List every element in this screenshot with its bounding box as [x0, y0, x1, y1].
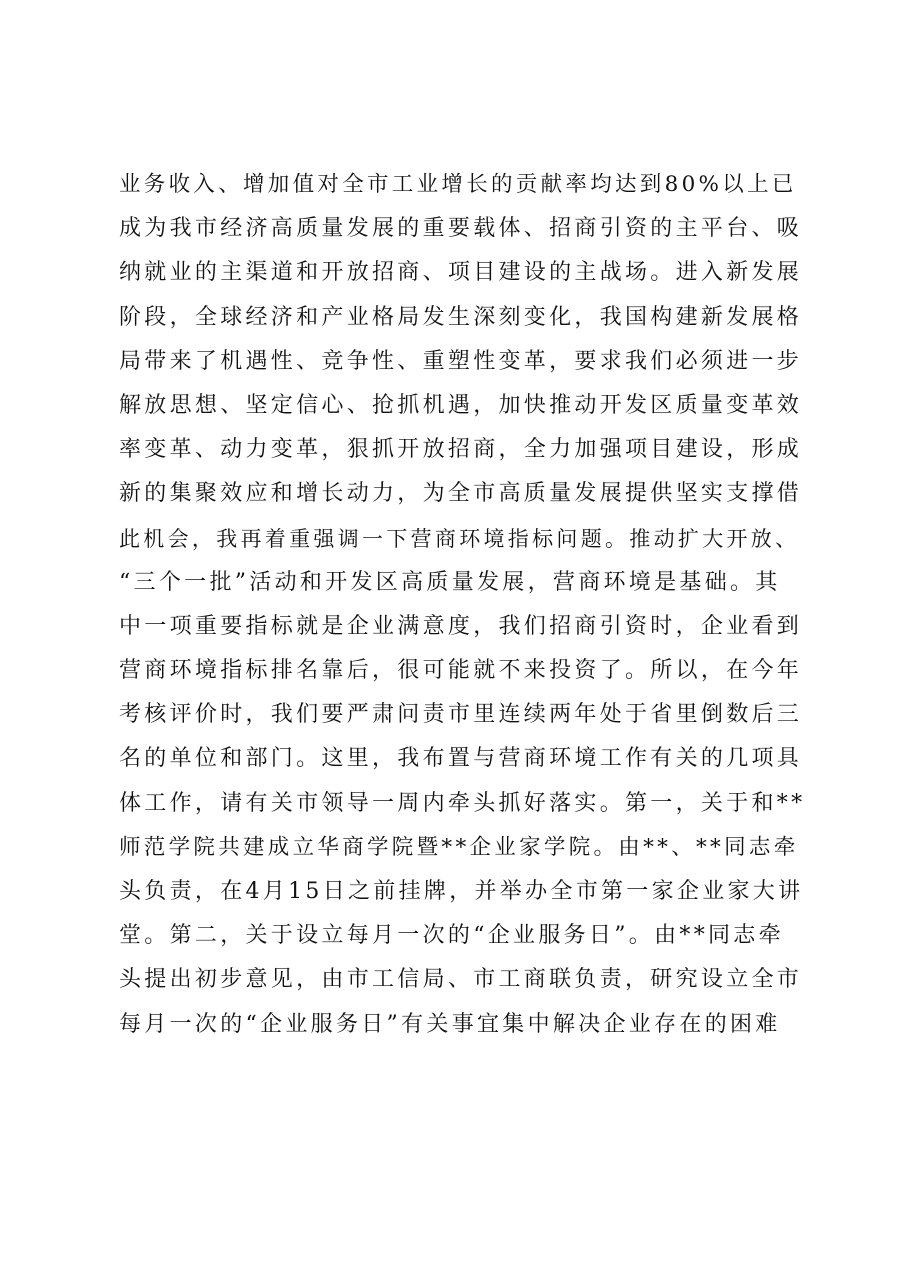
text-line: 此机会，我再着重强调一下营商环境指标问题。推动扩大开放、: [119, 526, 800, 551]
text-line: 率变革、动力变革，狠抓开放招商，全力加强项目建设，形成: [119, 437, 803, 463]
text-line: 营商环境指标排名靠后，很可能就不来投资了。所以，在今年: [119, 658, 803, 684]
text-line: 业务收入、增加值对全市工业增长的贡献率均达到80%以上已: [119, 172, 797, 197]
text-line: 考核评价时，我们要严肃问责市里连续两年处于省里倒数后三: [119, 702, 803, 728]
text-line: 师范学院共建成立华商学院暨**企业家学院。由**、**同志牵: [119, 834, 799, 860]
text-line: 每月一次的“企业服务日”有关事宜集中解决企业存在的困难: [119, 1011, 781, 1037]
text-line: 局带来了机遇性、竞争性、重塑性变革，要求我们必须进一步: [119, 348, 803, 374]
text-line: 头提出初步意见，由市工信局、市工商联负责，研究设立全市: [119, 967, 803, 993]
text-line: 名的单位和部门。这里，我布置与营商环境工作有关的几项具: [119, 746, 803, 772]
text-line: 纳就业的主渠道和开放招商、项目建设的主战场。进入新发展: [119, 260, 803, 286]
text-line: 解放思想、坚定信心、抢抓机遇，加快推动开发区质量变革效: [119, 392, 803, 418]
text-line: 头负责，在4月15日之前挂牌，并举办全市第一家企业家大讲: [119, 879, 804, 904]
text-line: 体工作，请有关市领导一周内牵头抓好落实。第一，关于和**: [119, 790, 806, 816]
text-line: 堂。第二，关于设立每月一次的“企业服务日”。由**同志牵: [119, 923, 784, 949]
body-text: [119, 163, 809, 1047]
text-line: 中一项重要指标就是企业满意度，我们招商引资时，企业看到: [119, 613, 803, 639]
text-line: 成为我市经济高质量发展的重要载体、招商引资的主平台、吸: [119, 216, 803, 242]
text-line: “三个一批”活动和开发区高质量发展，营商环境是基础。其: [119, 569, 781, 595]
text-line: 新的集聚效应和增长动力，为全市高质量发展提供坚实支撑借: [119, 481, 803, 507]
text-line: 阶段，全球经济和产业格局发生深刻变化，我国构建新发展格: [119, 304, 803, 330]
